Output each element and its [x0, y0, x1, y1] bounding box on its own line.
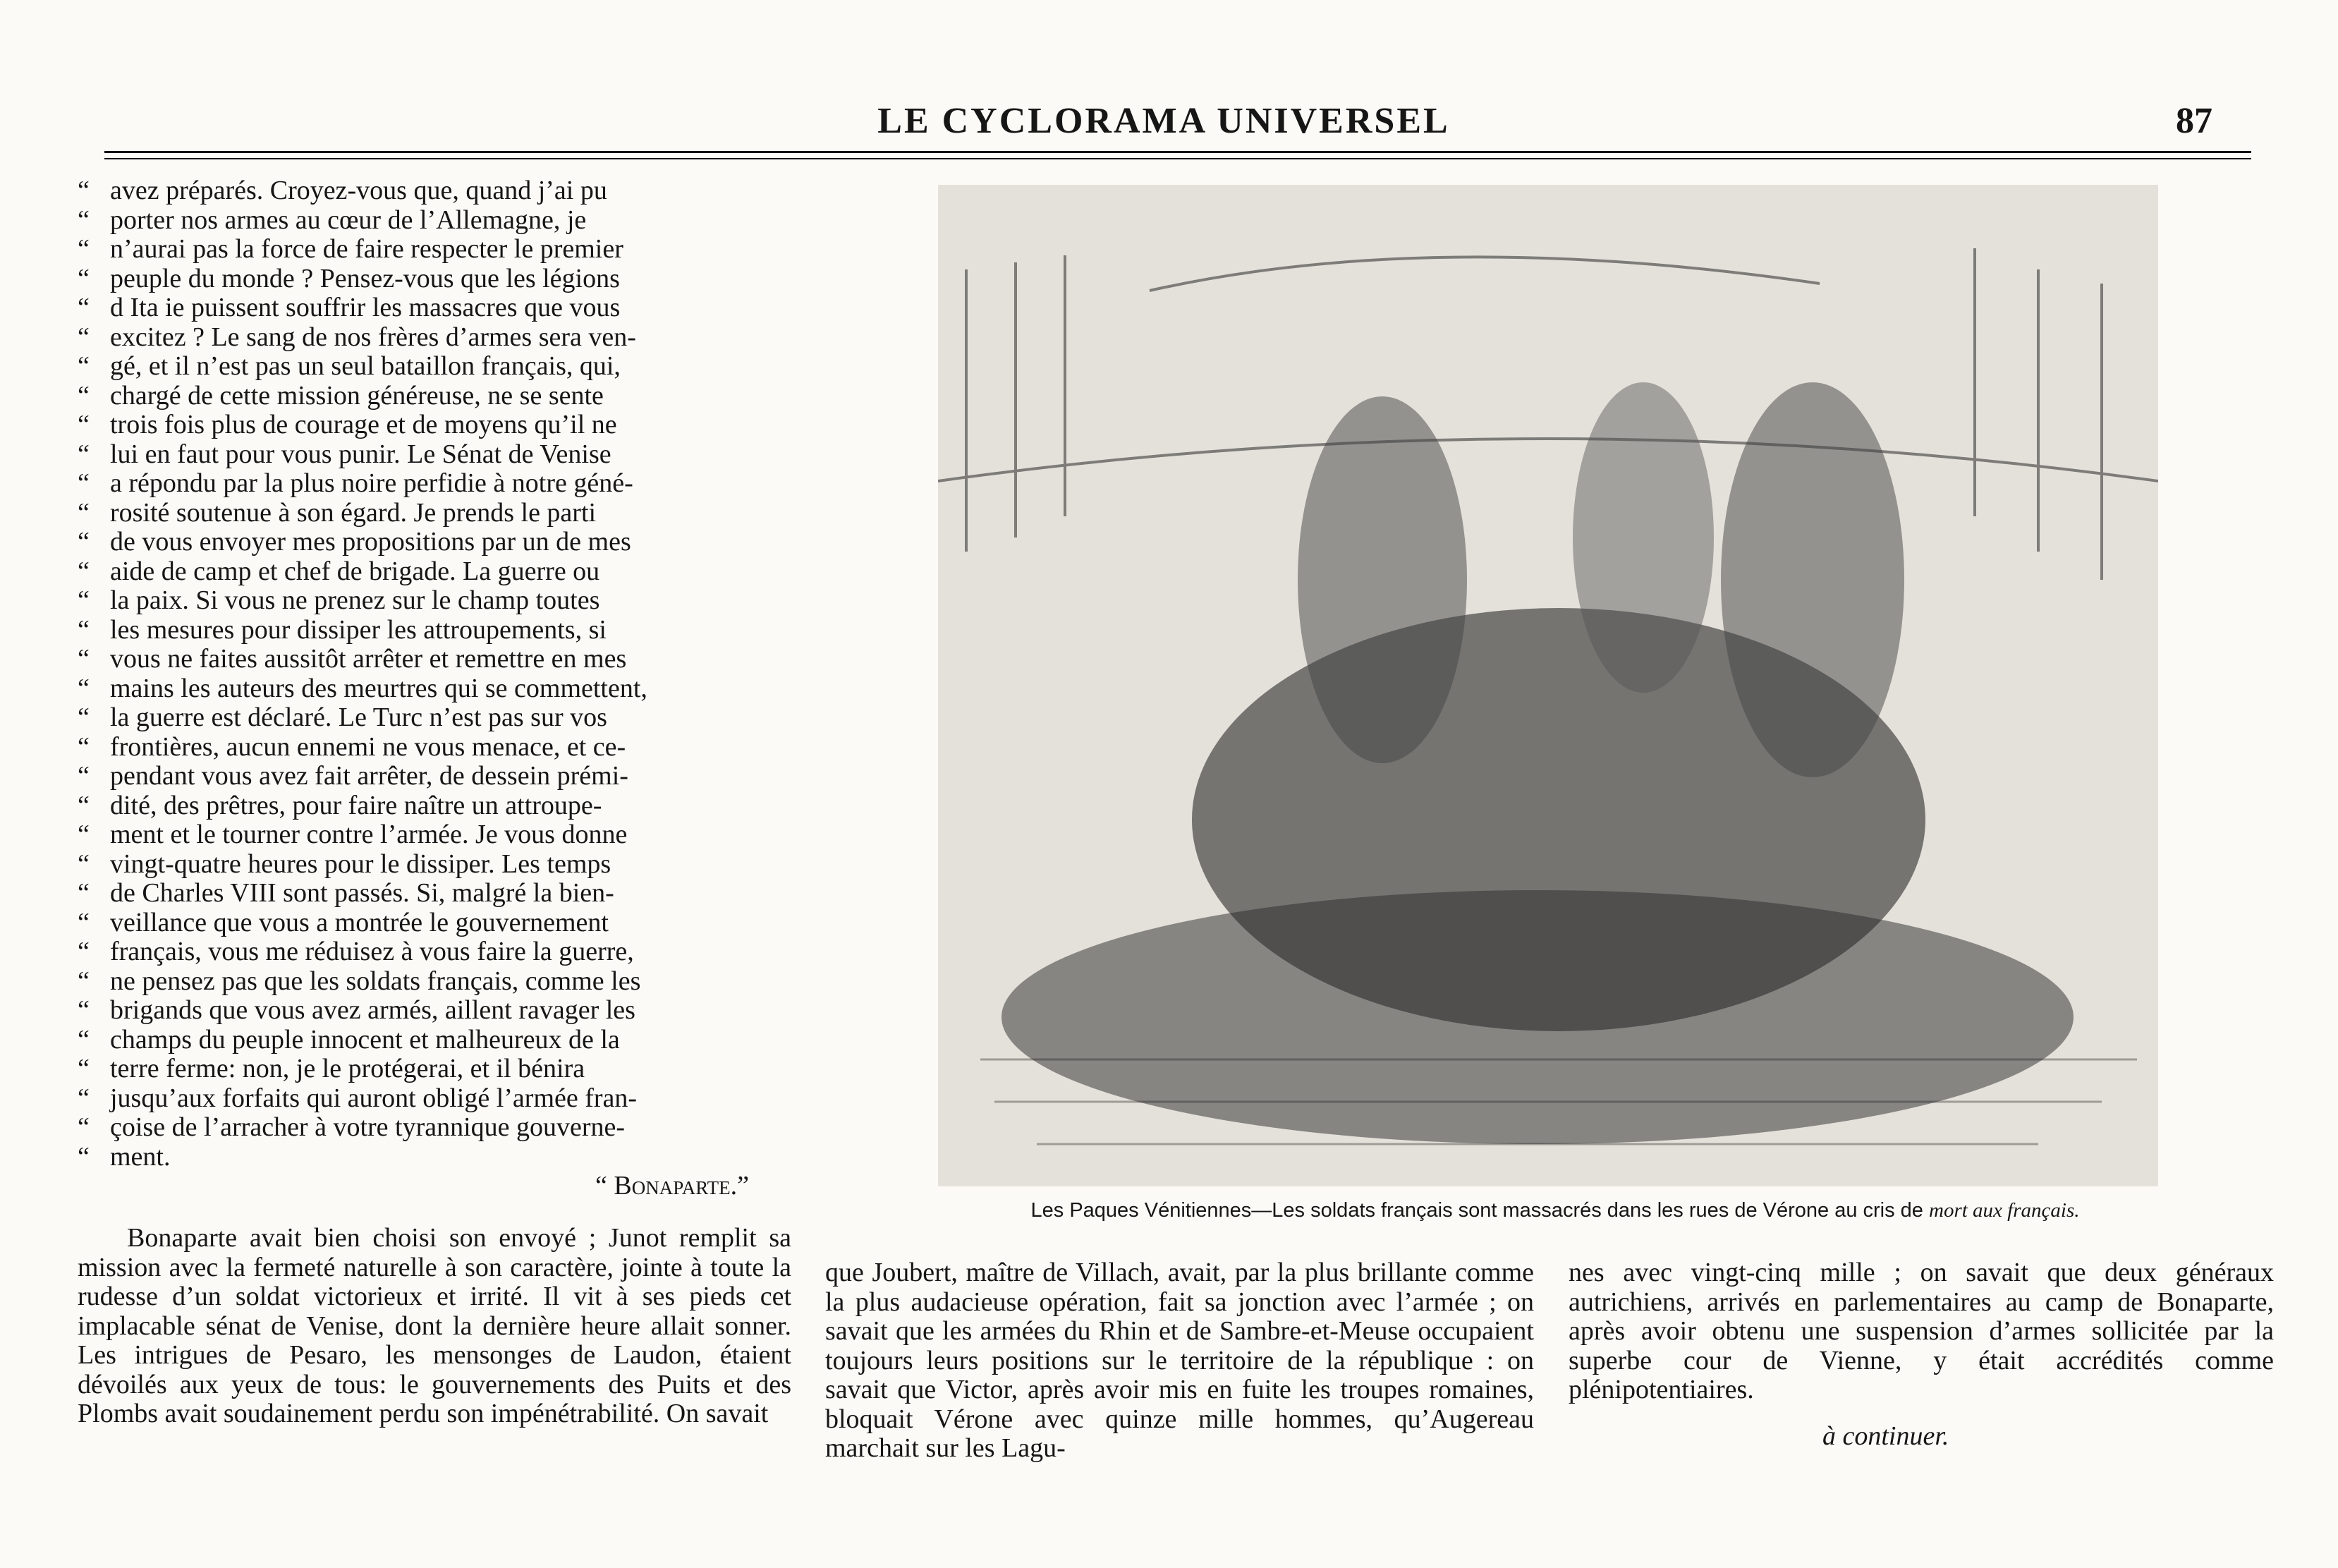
- letter-line: [78, 352, 791, 382]
- letter-line: [78, 1026, 791, 1055]
- letter-line: [78, 645, 791, 674]
- letter-line-text: gé, et il n’est pas un seul bataillon français, qui,: [110, 351, 621, 381]
- narrative-column-1: [78, 1224, 791, 1429]
- letter-line: [78, 908, 791, 938]
- quote-mark: “: [78, 731, 90, 762]
- letter-line-text: frontières, aucun ennemi ne vous menace, et ce-: [110, 731, 626, 762]
- quote-mark: “: [78, 703, 90, 732]
- quote-mark: “: [78, 1024, 90, 1055]
- letter-line-text: peuple du monde ? Pensez-vous que les légions: [110, 263, 620, 293]
- letter-line-text: veillance que vous a montrée le gouvernement: [110, 907, 609, 937]
- letter-line: [78, 469, 791, 499]
- quote-mark: “: [78, 644, 90, 674]
- page-header-title: LE CYCLORAMA UNIVERSEL: [877, 101, 1450, 141]
- page-number: 87: [2176, 101, 2212, 141]
- letter-line-text: mains les auteurs des meurtres qui se commettent,: [110, 673, 647, 703]
- letter-line-text: de Charles VIII sont passés. Si, malgré la bien-: [110, 878, 614, 908]
- letter-line: [78, 1084, 791, 1114]
- letter-line: [78, 733, 791, 762]
- narrative-paragraph-3: nes avec vingt-cinq mille ; on savait que deux généraux autrichiens, arrivés en parlementaires au camp de Bonaparte, après avoir obtenu une suspension d’armes sollicitée par la superbe cour de Vienne, y était accrédités comme plénipotentiaires.: [1569, 1258, 2274, 1404]
- narrative-paragraph-2: que Joubert, maître de Villach, avait, par la plus brillante comme la plus audacieuse opération, fait sa jonction avec l’armée ; on savait que les armées du Rhin et de Sambre-et-Meuse occupaient toujours leurs positions sur le territoire de la république : on savait que Victor, après avoir mis en fuite les troupes romaines, bloquait Vérone avec quinze mille hommes, qu’Augereau marchait sur les Lagu-: [825, 1258, 1534, 1463]
- letter-line: [78, 293, 791, 323]
- letter-line: [78, 937, 791, 967]
- letter-line: [78, 206, 791, 236]
- quote-mark: “: [78, 410, 90, 439]
- letter-line-text: ment.: [110, 1141, 171, 1172]
- letter-line: [78, 616, 791, 645]
- letter-line-text: ment et le tourner contre l’armée. Je vous donne: [110, 820, 628, 849]
- letter-line-text: d Ita ie puissent souffrir les massacres que vous: [110, 293, 621, 322]
- letter-line-text: ne pensez pas que les soldats français, comme les: [110, 966, 641, 996]
- letter-line-text: a répondu par la plus noire perfidie à notre géné-: [110, 468, 633, 498]
- letter-line: [78, 382, 791, 411]
- letter-line-text: n’aurai pas la force de faire respecter le premier: [110, 234, 623, 264]
- quote-mark: “: [78, 849, 90, 879]
- header-rule-bottom: [104, 158, 2251, 159]
- letter-line-text: aide de camp et chef de brigade. La guerre ou: [110, 556, 600, 586]
- letter-line: [78, 528, 791, 557]
- letter-line: [78, 1055, 791, 1084]
- header-rule-top: [104, 151, 2251, 153]
- quote-mark: “: [78, 234, 90, 264]
- letter-line-text: terre ferme: non, je le protégerai, et il bénira: [110, 1054, 585, 1083]
- letter-line-text: de vous envoyer mes propositions par un de mes: [110, 527, 631, 557]
- letter-line-text: vingt-quatre heures pour le dissiper. Les temps: [110, 849, 611, 879]
- letter-line: [78, 176, 791, 206]
- quote-mark: “: [78, 1054, 90, 1083]
- quote-mark: “: [78, 878, 90, 908]
- quote-mark: “: [78, 293, 90, 322]
- letter-line: [78, 411, 791, 440]
- quote-mark: “: [78, 351, 90, 381]
- quote-mark: “: [78, 380, 90, 411]
- letter-line-text: français, vous me réduisez à vous faire la guerre,: [110, 937, 634, 966]
- quote-mark: “: [78, 468, 90, 498]
- letter-line-text: jusqu’aux forfaits qui auront obligé l’armée fran-: [110, 1083, 638, 1113]
- letter-line-text: pendant vous avez fait arrêter, de dessein prémi-: [110, 761, 628, 791]
- quote-mark: “: [78, 176, 90, 205]
- quote-mark: “: [78, 205, 90, 235]
- quote-mark: “: [78, 439, 90, 469]
- narrative-paragraph-1: Bonaparte avait bien choisi son envoyé ; Junot remplit sa mission avec la fermeté naturelle à son caractère, jointe à toute la rudesse d’un soldat victorieux et irrité. Il vit à ses pieds cet implacable sénat de Venise, dont la dernière heure allait sonner. Les intrigues de Pesaro, les mensonges de Laudon, étaient dévoilés aux yeux de tous: le gouvernements des Puits et des Plombs avait soudainement perdu son impénétrabilité. On savait: [78, 1223, 791, 1428]
- letter-line-text: chargé de cette mission généreuse, ne se sente: [110, 380, 604, 411]
- letter-line: [78, 323, 791, 353]
- letter-signature: “ Bonaparte.”: [595, 1171, 749, 1201]
- narrative-column-3: [1569, 1258, 2274, 1451]
- quote-mark: “: [78, 556, 90, 586]
- letter-line: [78, 235, 791, 265]
- engraving-illustration: [938, 185, 2158, 1186]
- letter-line: [78, 1113, 791, 1143]
- letter-line: [78, 703, 791, 733]
- letter-line-text: brigands que vous avez armés, aillent ravager les: [110, 995, 635, 1025]
- letter-line: [78, 557, 791, 587]
- letter-line-text: çoise de l’arracher à votre tyrannique gouverne-: [110, 1112, 626, 1142]
- narrative-column-2: [825, 1258, 1534, 1464]
- letter-line: [78, 440, 791, 470]
- letter-line: [78, 265, 791, 294]
- letter-line-text: champs du peuple innocent et malheureux de la: [110, 1024, 620, 1055]
- letter-text: [78, 176, 791, 1172]
- quote-mark: “: [78, 790, 90, 820]
- letter-line-text: lui en faut pour vous punir. Le Sénat de Venise: [110, 439, 611, 469]
- quote-mark: “: [78, 1141, 90, 1172]
- letter-line: [78, 1143, 791, 1172]
- quote-mark: “: [78, 907, 90, 937]
- quote-mark: “: [78, 322, 90, 352]
- letter-line-text: avez préparés. Croyez-vous que, quand j’ai pu: [110, 176, 607, 205]
- letter-line-text: dité, des prêtres, pour faire naître un attroupe-: [110, 790, 602, 820]
- quote-mark: “: [78, 1112, 90, 1142]
- letter-column: [78, 176, 791, 1201]
- quote-mark: “: [78, 995, 90, 1025]
- caption-text: Les Paques Vénitiennes—Les soldats français sont massacrés dans les rues de Vérone au cris de: [1030, 1199, 1923, 1222]
- letter-line-text: vous ne faites aussitôt arrêter et remettre en mes: [110, 644, 627, 674]
- letter-line: [78, 791, 791, 821]
- quote-mark: “: [78, 1083, 90, 1113]
- quote-mark: “: [78, 614, 90, 645]
- letter-line-text: rosité soutenue à son égard. Je prends le parti: [110, 497, 597, 528]
- illustration-caption: [846, 1199, 2264, 1222]
- letter-line: [78, 586, 791, 616]
- quote-mark: “: [78, 673, 90, 703]
- quote-mark: “: [78, 497, 90, 528]
- quote-mark: “: [78, 966, 90, 996]
- letter-line: [78, 967, 791, 997]
- letter-line: [78, 674, 791, 704]
- quote-mark: “: [78, 937, 90, 966]
- letter-line: [78, 762, 791, 791]
- quote-mark: “: [78, 761, 90, 791]
- letter-line-text: excitez ? Le sang de nos frères d’armes sera ven-: [110, 322, 636, 352]
- quote-mark: “: [78, 585, 90, 615]
- letter-line: [78, 820, 791, 850]
- letter-line: [78, 499, 791, 528]
- letter-line-text: trois fois plus de courage et de moyens qu’il ne: [110, 410, 617, 439]
- letter-line: [78, 850, 791, 880]
- letter-line-text: porter nos armes au cœur de l’Allemagne, je: [110, 205, 587, 235]
- letter-line-text: la guerre est déclaré. Le Turc n’est pas sur vos: [110, 703, 607, 732]
- letter-line-text: la paix. Si vous ne prenez sur le champ toutes: [110, 585, 600, 615]
- letter-line: [78, 996, 791, 1026]
- letter-line-text: les mesures pour dissiper les attroupements, si: [110, 614, 607, 645]
- continuation-note: à continuer.: [1822, 1421, 1949, 1451]
- quote-mark: “: [78, 263, 90, 293]
- quote-mark: “: [78, 820, 90, 849]
- letter-line: [78, 879, 791, 908]
- caption-italic-text: mort aux français.: [1929, 1199, 2080, 1222]
- quote-mark: “: [78, 527, 90, 557]
